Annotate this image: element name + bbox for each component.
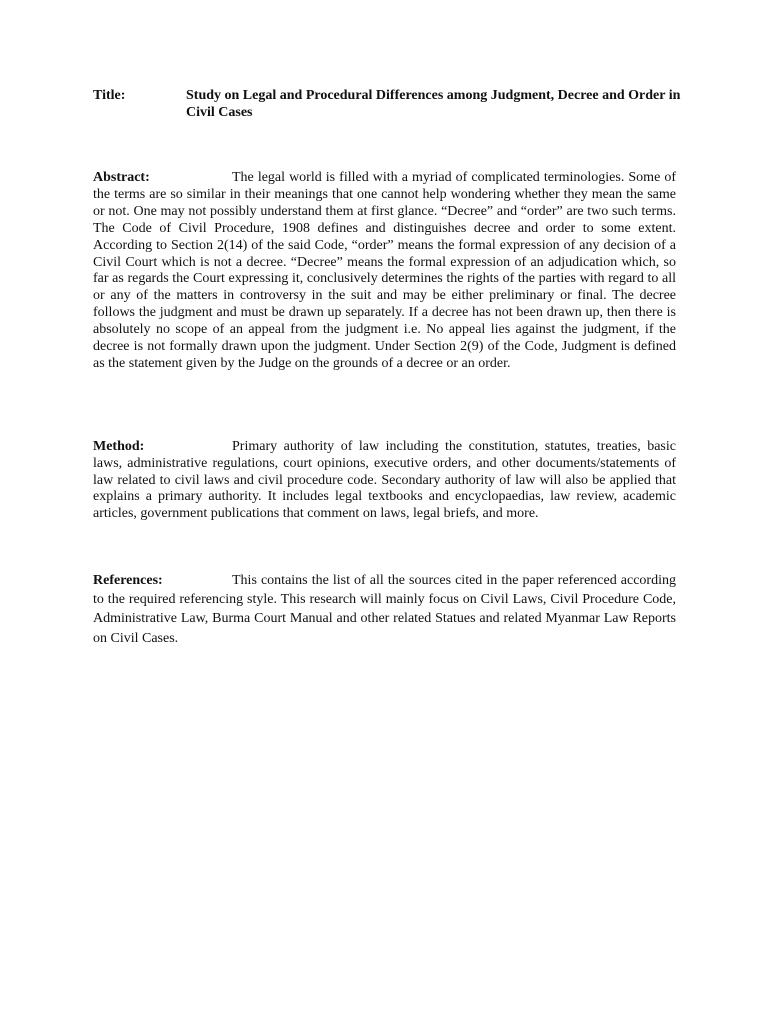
abstract-section (93, 170, 676, 373)
method-section (93, 439, 676, 523)
document-title: Study on Legal and Procedural Differences among Judgment, Decree and Order in Civil Cases (186, 88, 681, 120)
title-label: Title: (93, 88, 126, 103)
references-text: This contains the list of all the sources cited in the paper referenced according to the required referencing style. This research will mainly focus on Civil Laws, Civil Procedure Code, Administrative Law, Burma Court Manual and other related Statues and related Myanmar Law Reports on Civil Cases. (93, 573, 676, 646)
abstract-text: The legal world is filled with a myriad of complicated terminologies. Some of the terms are so similar in their meanings that one cannot help wondering whether they mean the same or not. One may not possibly understand them at first glance. “Decree” and “order” are two such terms. The Code of Civil Procedure, 1908 defines and distinguishes decree and order to some extent. According to Section 2(14) of the said Code, “order” means the formal expression of any decision of a Civil Court which is not a decree. “Decree” means the formal expression of an adjudication which, so far as regards the Court expressing it, conclusively determines the rights of the parties with regard to all or any of the matters in controversy in the suit and may be either preliminary or final. The decree follows the judgment and must be drawn up separately. If a decree has not been drawn up, then there is absolutely no scope of an appeal from the judgment i.e. No appeal lies against the judgment, if the decree is not formally drawn upon the judgment. Under Section 2(9) of the Code, Judgment is defined as the statement given by the Judge on the grounds of a decree or an order. (93, 170, 676, 371)
method-label: Method: (93, 439, 145, 454)
references-label: References: (93, 573, 163, 588)
abstract-label: Abstract: (93, 170, 150, 185)
references-section (93, 571, 676, 648)
title-block (93, 88, 683, 121)
method-text: Primary authority of law including the constitution, statutes, treaties, basic laws, administrative regulations, court opinions, executive orders, and other documents/statements of law related to civil laws and civil procedure code. Secondary authority of law will also be applied that explains a primary authority. It includes legal textbooks and encyclopaedias, law review, academic articles, government publications that comment on laws, legal briefs, and more. (93, 439, 676, 522)
